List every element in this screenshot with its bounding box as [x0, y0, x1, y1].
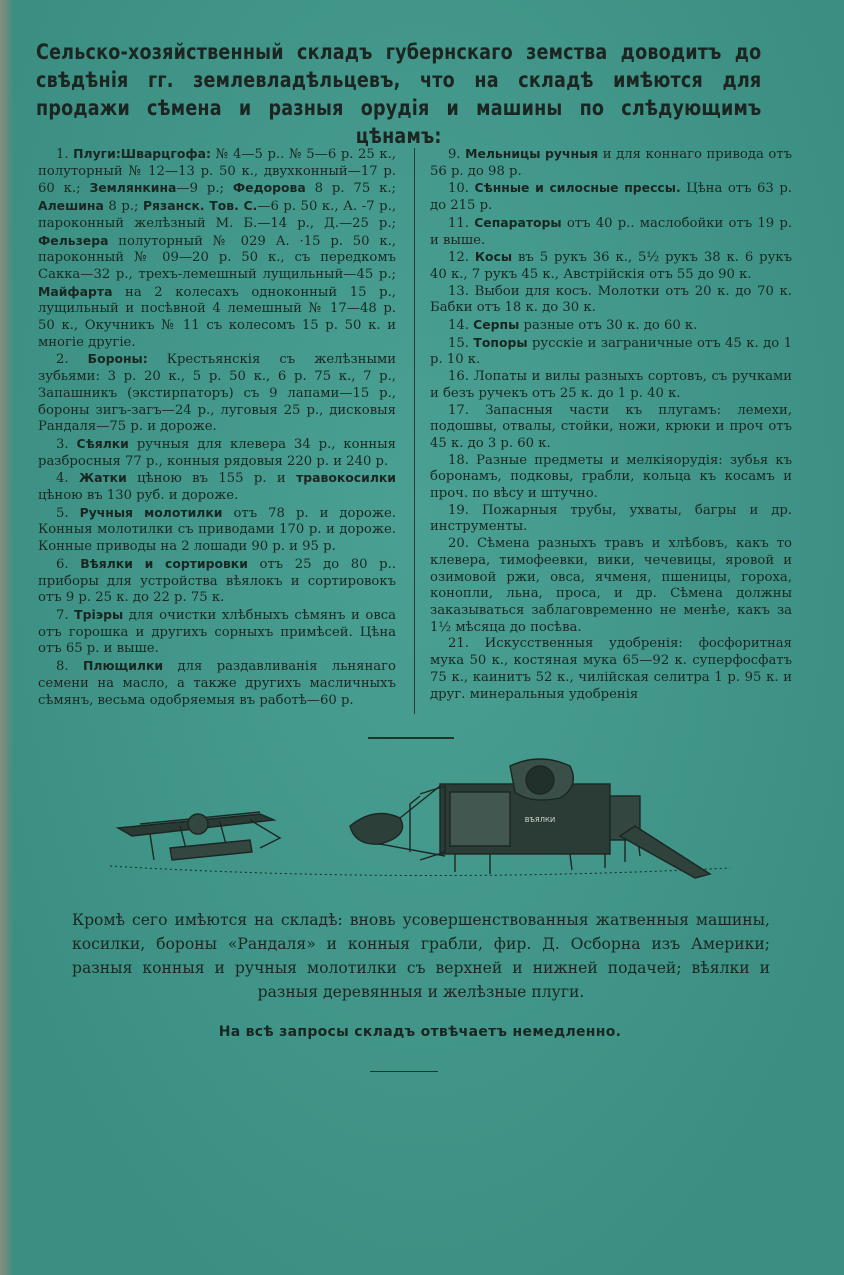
item-number: 4. [56, 471, 79, 487]
item-name: Бороны: [87, 351, 148, 367]
column-divider [414, 148, 415, 714]
price-item [430, 453, 792, 503]
item-name: Тріэры [74, 606, 124, 622]
answer-line: На всѣ запросы складъ отвѣчаетъ немедленно. [218, 1024, 622, 1040]
machine-label: ВѢЯЛКИ [524, 816, 556, 824]
item-text: на 2 колесахъ одноконный 15 р., лущильный и посѣвной 4 лемешный № 17—48 р. 50 к., Окучникъ № 11 съ колесомъ 15 р. 50 к. и многіе другіе. [38, 284, 396, 350]
price-item [38, 607, 396, 658]
item-text: Лопаты и вилы разныхъ сортовъ, съ ручками и безъ ручекъ отъ 25 к. до 1 р. 40 к. [430, 369, 792, 401]
price-item [38, 505, 396, 556]
price-item [430, 317, 792, 335]
item-number: 3. [56, 436, 77, 452]
price-item [430, 284, 792, 317]
item-text: 8 р. 75 к.; [305, 181, 396, 197]
item-number: 7. [56, 607, 75, 623]
item-text: отъ 25 до 80 р.. приборы для устройства вѣялокъ и сортировокъ отъ 9 р. 25 к. до 22 р. 75 к. [38, 556, 396, 606]
item-number: 6. [56, 556, 81, 572]
price-item [430, 180, 792, 214]
price-item [38, 658, 396, 709]
item-text: —6 р. 50 к., А. -7 р., пароконный желѣзный М. Б.—14 р., Д.—25 р.; [38, 199, 397, 231]
item-brand: Фельзера [38, 232, 109, 248]
threshing-machine-illustration [110, 756, 730, 884]
item-number: 9. [448, 147, 466, 162]
item-text: для раздавливанія льнянаго семени на масло, а также другихъ масличныхъ сѣмянъ, весьма одобряемыя въ работѣ—60 р. [38, 659, 396, 708]
item-brand: Шварцгофа: [120, 146, 211, 161]
item-brand: травокосилки [296, 470, 396, 486]
item-text: 8 р.; [103, 199, 143, 215]
item-name: Сѣялки [76, 435, 129, 451]
item-text: разные отъ 30 к. до 60 к. [519, 318, 698, 334]
item-text: Крестьянскія съ желѣзными зубьями: 3 р. 20 к., 5 р. 50 к., 6 р. 75 к., 7 р., Запашникъ (экстирпаторъ) съ 9 лапами—15 р., бороны зигъ-загъ—24 р., луговыя 25 р., дисковыя Рандаля—75 р. и дороже. [38, 352, 396, 435]
item-number: 17. [448, 402, 486, 418]
item-text: Разные предметы и мелкіяорудія: зубья къ боронамъ, подковы, грабли, кольца къ косамъ и проч. по вѣсу и штучно. [430, 452, 792, 502]
item-number: 11. [448, 215, 475, 231]
item-text: въ 5 рукъ 36 к., 5½ рукъ 38 к. 6 рукъ 40 к., 7 рукъ 45 к., Австрійскія отъ 55 до 90 к. [430, 250, 792, 282]
price-item [430, 536, 792, 636]
item-text: № 4—5 р.. № 5—6 р. 25 к., полуторный № 12—13 р. 50 к., двухконный—17 р. 60 к.; [38, 147, 397, 197]
item-text: полуторный № 029 А. ·15 р. 50 к., пароконный № 09—20 р. 50 к., съ передкомъ Сакка—32 р., трехъ-лемешный лущильный—45 р.; [38, 233, 396, 282]
headline: Сельско-хозяйственный складъ губернскаго земства доводитъ до свѣдѣнія гг. землевладѣльцевъ, что на складѣ имѣются для продажи сѣмена и разныя орудія и машины по слѣдующимъ цѣнамъ: [36, 40, 762, 148]
item-number: 1. [56, 147, 74, 162]
item-name: Серпы [473, 317, 520, 333]
item-number: 21. [448, 636, 485, 652]
item-number: 5. [56, 505, 80, 521]
item-text: для очистки хлѣбныхъ сѣмянъ и овса отъ горошка и другихъ сорныхъ примѣсей. Цѣна отъ 65 р. и выше. [38, 607, 396, 657]
item-brand: Рязанск. Тов. С. [142, 198, 258, 214]
item-name: Сѣнные и силосные прессы. [474, 180, 681, 196]
item-text: ручныя для клевера 34 р., конныя разбросныя 77 р., конныя рядовыя 220 р. и 240 р. [38, 436, 396, 469]
item-number: 20. [448, 536, 477, 552]
price-item [38, 470, 396, 504]
item-number: 12. [448, 250, 475, 266]
item-name: Плющилки [83, 658, 164, 674]
price-item [38, 351, 396, 436]
item-number: 10. [448, 181, 475, 197]
item-number: 19. [448, 502, 482, 518]
price-item [38, 146, 396, 351]
price-item [430, 369, 792, 402]
item-text: отъ 78 р. и дороже. Конныя молотилки съ приводами 170 р. и дороже. Конные приводы на 2 лошади 90 р. и 95 р. [38, 505, 397, 555]
item-number: 2. [56, 352, 88, 368]
price-list-left-column [38, 146, 396, 709]
item-text: Цѣна отъ 63 р. до 215 р. [430, 181, 792, 214]
item-brand: Землянкина [89, 180, 177, 196]
price-list-right-column [430, 146, 792, 703]
item-name: Ручныя молотилки [79, 504, 223, 520]
price-item [430, 335, 792, 369]
item-text: Сѣмена разныхъ травъ и хлѣбовъ, какъ то клевера, тимофеевки, вики, чечевицы, яровой и озимовой ржи, овса, ячменя, пшеницы, гороха, конопли, льна, проса, и др. Сѣмена должны заказываться заблаговременно не менѣе, какъ за 1½ мѣсяца до посѣва. [430, 536, 792, 635]
price-item [430, 503, 792, 536]
item-name: Жатки [78, 470, 127, 486]
item-text: Запасныя части къ плугамъ: лемехи, подошвы, отвалы, стойки, ножи, крюки и проч отъ 45 к. до 3 р. 60 к. [430, 402, 793, 451]
price-item [430, 146, 792, 180]
item-number: 16. [448, 369, 474, 385]
price-item [430, 403, 792, 453]
price-item [38, 556, 396, 607]
item-text: Пожарныя трубы, ухваты, багры и др. инструменты. [430, 502, 792, 535]
item-name: Мельницы ручныя [465, 146, 599, 161]
item-brand: Федорова [232, 180, 306, 196]
price-item [430, 215, 792, 249]
item-name: Косы [474, 249, 513, 265]
item-text: отъ 40 р.. маслобойки отъ 19 р. и выше. [430, 215, 792, 248]
item-text: и для коннаго привода отъ 56 р. до 98 р. [430, 147, 793, 179]
section-rule-top [368, 737, 454, 739]
item-number: 13. [448, 283, 475, 299]
price-item [38, 436, 396, 470]
bottom-note: Кромѣ сего имѣются на складѣ: вновь усовершенствованныя жатвенныя машины, косилки, бороны «Рандаля» и конныя грабли, фир. Д. Осборна изъ Америки; разныя конныя и ручныя молотилки съ верхней и нижней подачей; вѣялки и разныя деревянныя и желѣзные плуги. [72, 911, 770, 1001]
item-brand: Майфарта [38, 283, 113, 299]
item-number: 8. [56, 659, 84, 675]
item-text: Выбои для косъ. Молотки отъ 20 к. до 70 к. Бабки отъ 18 к. до 30 к. [430, 283, 792, 316]
item-text: цѣною въ 130 руб. и дороже. [38, 488, 239, 504]
section-rule-bottom [370, 1071, 438, 1072]
item-text: —9 р.; [176, 181, 233, 197]
item-number: 15. [448, 335, 474, 351]
item-number: 14. [448, 318, 474, 334]
item-text: русскіе и заграничные отъ 45 к. до 1 р. 10 к. [430, 335, 792, 368]
item-name: Вѣялки и сортировки [80, 555, 248, 571]
page-edge-shadow [0, 0, 14, 1275]
item-brand: Алешина [38, 198, 104, 214]
item-number: 18. [448, 452, 477, 468]
price-item [430, 636, 792, 703]
item-name: Плуги: [73, 146, 121, 161]
item-text: Искусственныя удобренія: фосфоритная мука 50 к., костяная мука 65—92 к. суперфосфатъ 75 к., каинитъ 52 к., чилійская селитра 1 р. 95 к. и друг. минеральныя удобренія [430, 636, 792, 702]
item-name: Сепараторы [474, 214, 562, 230]
price-item [430, 249, 792, 283]
item-name: Топоры [473, 334, 528, 350]
item-text: цѣною въ 155 р. и [126, 471, 297, 487]
